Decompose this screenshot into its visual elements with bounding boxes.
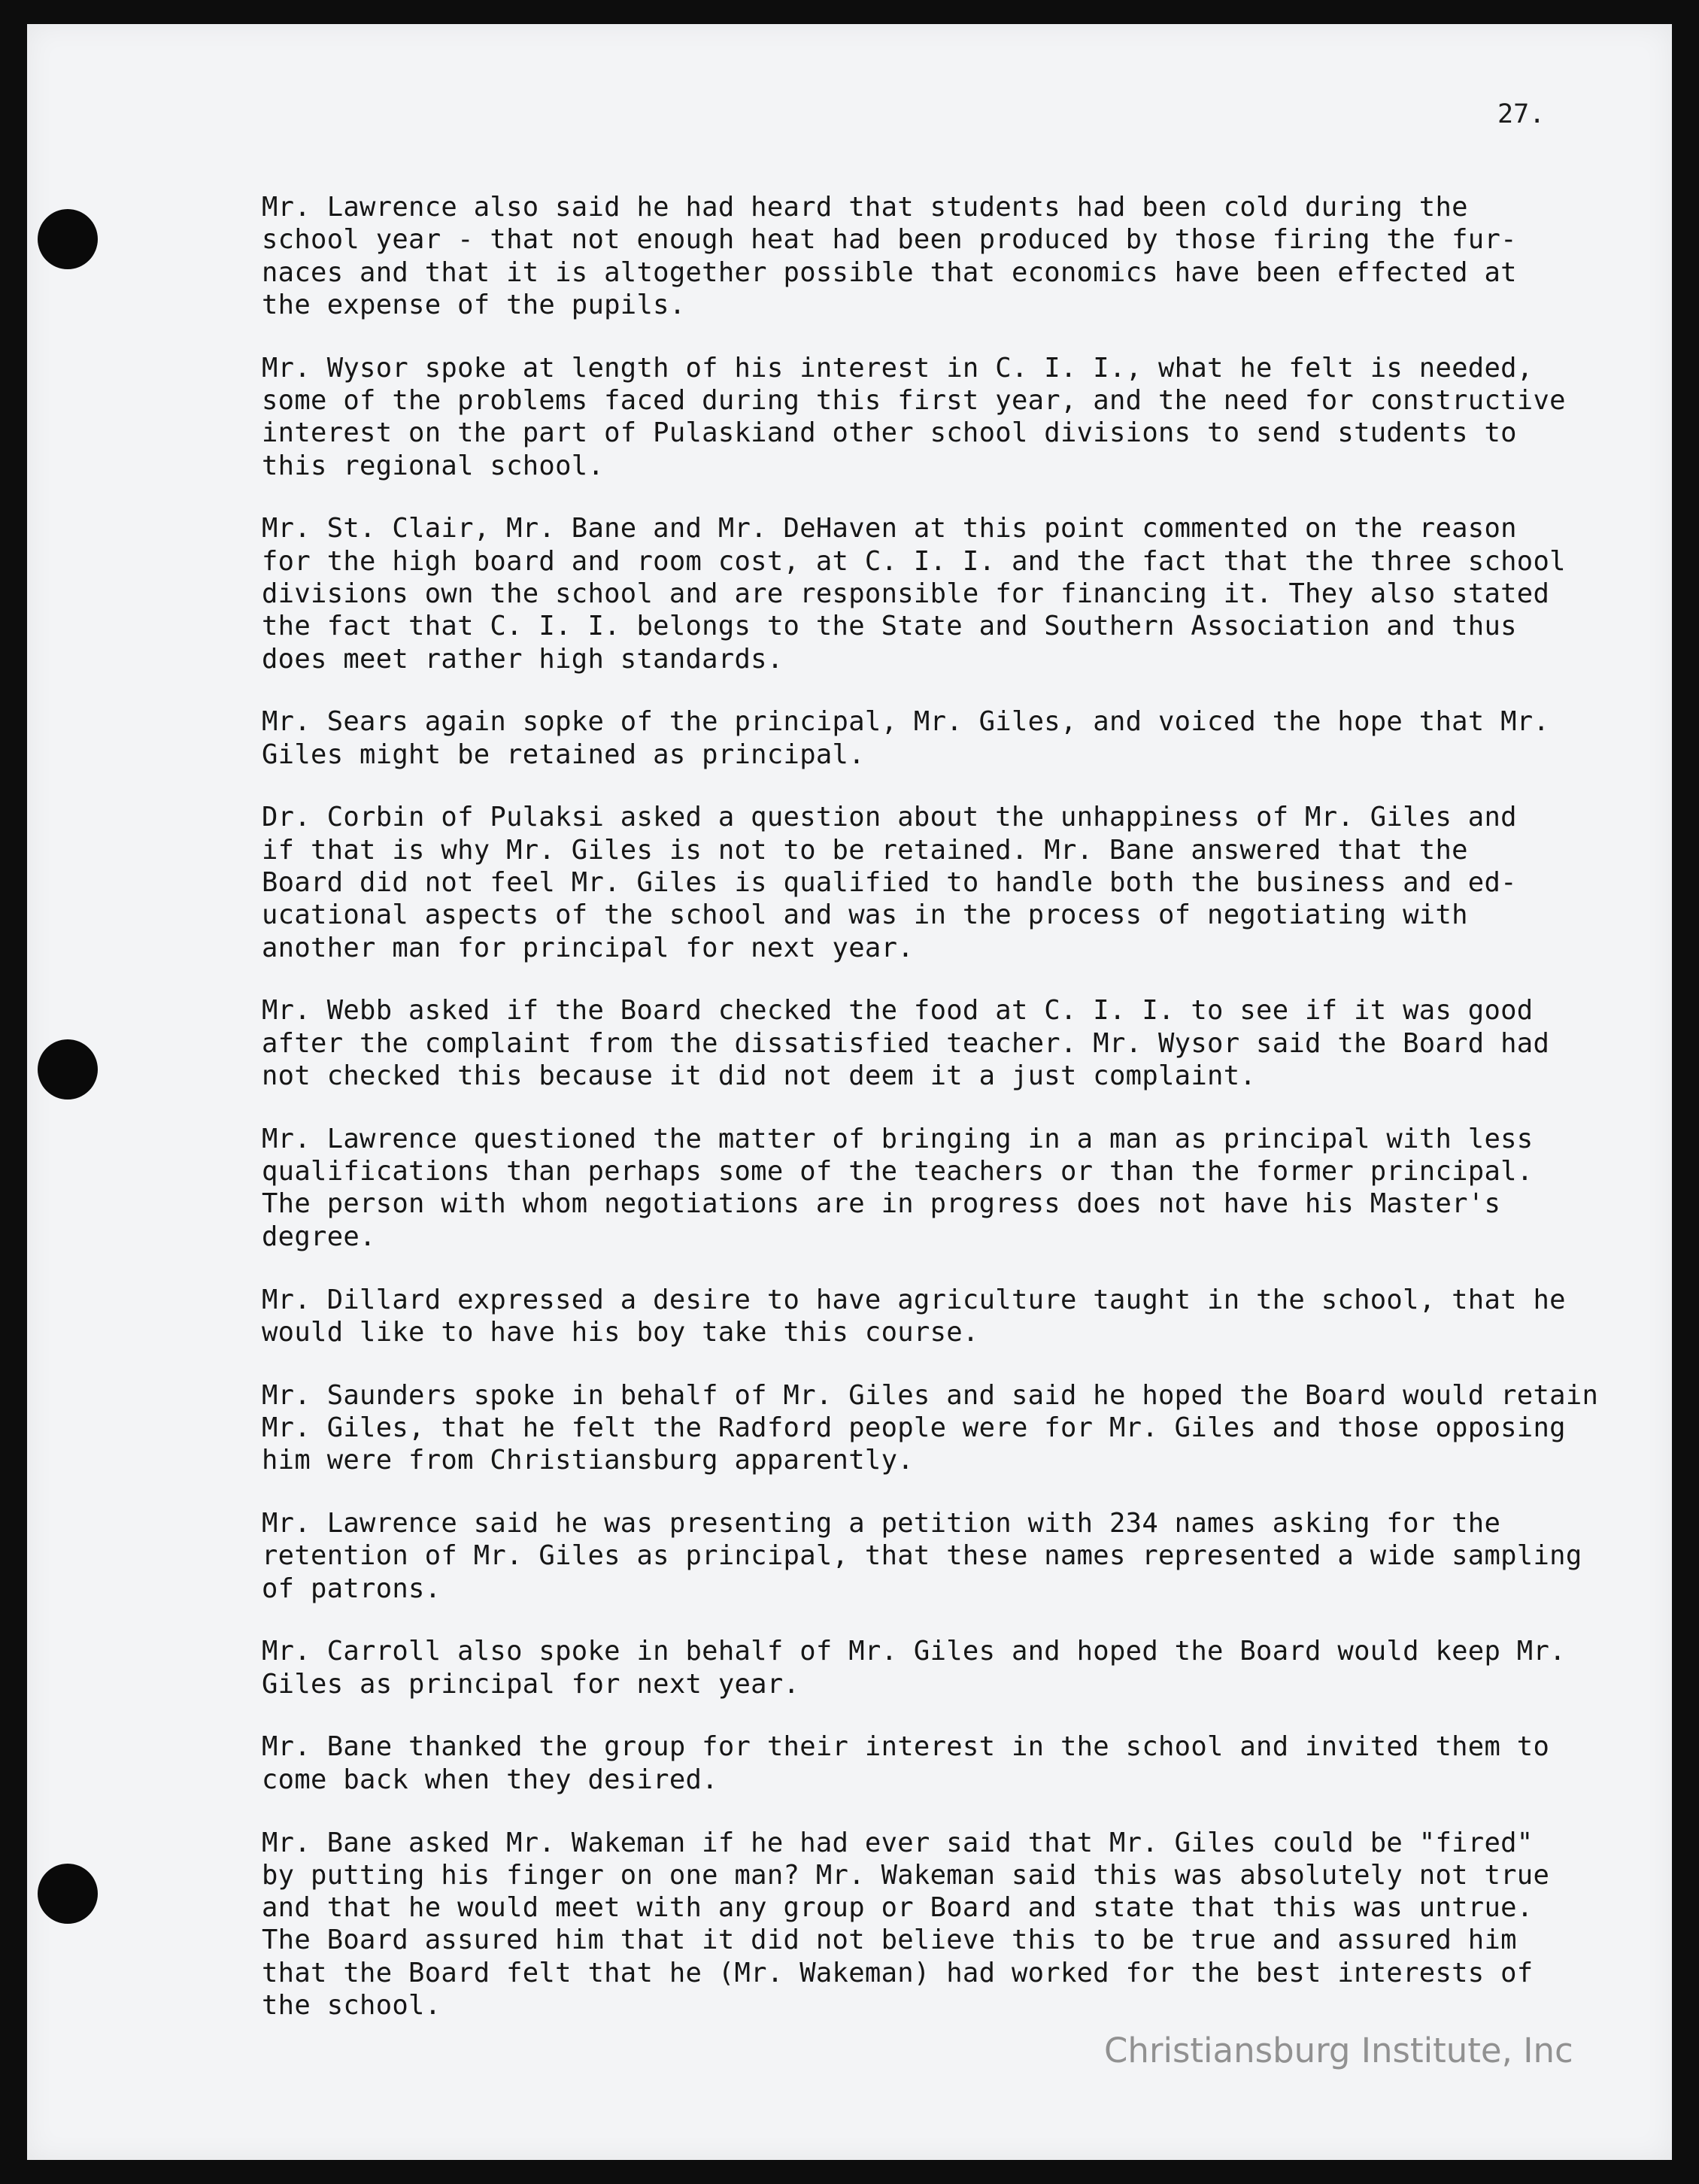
paragraph: Mr. Webb asked if the Board checked the food at C. I. I. to see if it was good after the complaint from the dissatisfied teacher. Mr. Wysor said the Board had not checked this because it did not deem it a just complaint.	[262, 995, 1550, 1092]
paragraph: Mr. Wysor spoke at length of his interest in C. I. I., what he felt is needed, some of the problems faced during this first year, and the need for constructive interest on the part of Pulaskiand other school divisions to send students to this regional school.	[262, 352, 1566, 481]
page-number: 27.	[1497, 99, 1546, 129]
paragraph: Dr. Corbin of Pulaksi asked a question about the unhappiness of Mr. Giles and if that is why Mr. Giles is not to be retained. Mr. Bane answered that the Board did not feel Mr. Giles is qualified to handle both the business and ed- ucational aspects of the school and was in the process of negotiating with another man for principal for next year.	[262, 802, 1517, 963]
paragraph: Mr. Saunders spoke in behalf of Mr. Giles and said he hoped the Board would retain Mr. Giles, that he felt the Radford people were for Mr. Giles and those opposing him were from Christiansburg apparently.	[262, 1379, 1599, 1476]
paragraph: Mr. Lawrence questioned the matter of bringing in a man as principal with less qualifications than perhaps some of the teachers or than the former principal. The person with whom negotiations are in progress does not have his Master's degree.	[262, 1123, 1534, 1252]
document-page	[27, 24, 1672, 2160]
paragraph: Mr. Sears again sopke of the principal, Mr. Giles, and voiced the hope that Mr. Giles might be retained as principal.	[262, 706, 1550, 770]
paragraph: Mr. Bane asked Mr. Wakeman if he had ever said that Mr. Giles could be "fired" by putting his finger on one man? Mr. Wakeman said this was absolutely not true and that he would meet with any group or Board and state that this was untrue. The Board assured him that it did not believe this to be true and assured him that the Board felt that he (Mr. Wakeman) had worked for the best interests of the school.	[262, 1827, 1550, 2022]
paragraph: Mr. Dillard expressed a desire to have agriculture taught in the school, that he would like to have his boy take this course.	[262, 1284, 1566, 1348]
paragraph: Mr. Lawrence also said he had heard that students had been cold during the school year - that not enough heat had been produced by those firing the fur- naces and that it is altogether possible that economics have been effected at the expense of the pupils.	[262, 192, 1517, 320]
punch-hole	[38, 1039, 98, 1100]
paragraph: Mr. Lawrence said he was presenting a petition with 234 names asking for the retention of Mr. Giles as principal, that these names represented a wide sampling of patrons.	[262, 1508, 1582, 1604]
watermark: Christiansburg Institute, Inc	[1104, 2031, 1573, 2070]
paragraph: Mr. Carroll also spoke in behalf of Mr. Giles and hoped the Board would keep Mr. Giles as principal for next year.	[262, 1636, 1566, 1700]
paragraph: Mr. Bane thanked the group for their interest in the school and invited them to come back when they desired.	[262, 1731, 1550, 1795]
paragraph: Mr. St. Clair, Mr. Bane and Mr. DeHaven at this point commented on the reason for the high board and room cost, at C. I. I. and the fact that the three school divisions own the school and are responsible for financing it. They also stated the fact that C. I. I. belongs to the State and Southern Association and thus does meet rather high standards.	[262, 513, 1566, 675]
punch-hole	[38, 209, 98, 269]
punch-hole	[38, 1864, 98, 1924]
document-body	[262, 191, 1653, 2052]
